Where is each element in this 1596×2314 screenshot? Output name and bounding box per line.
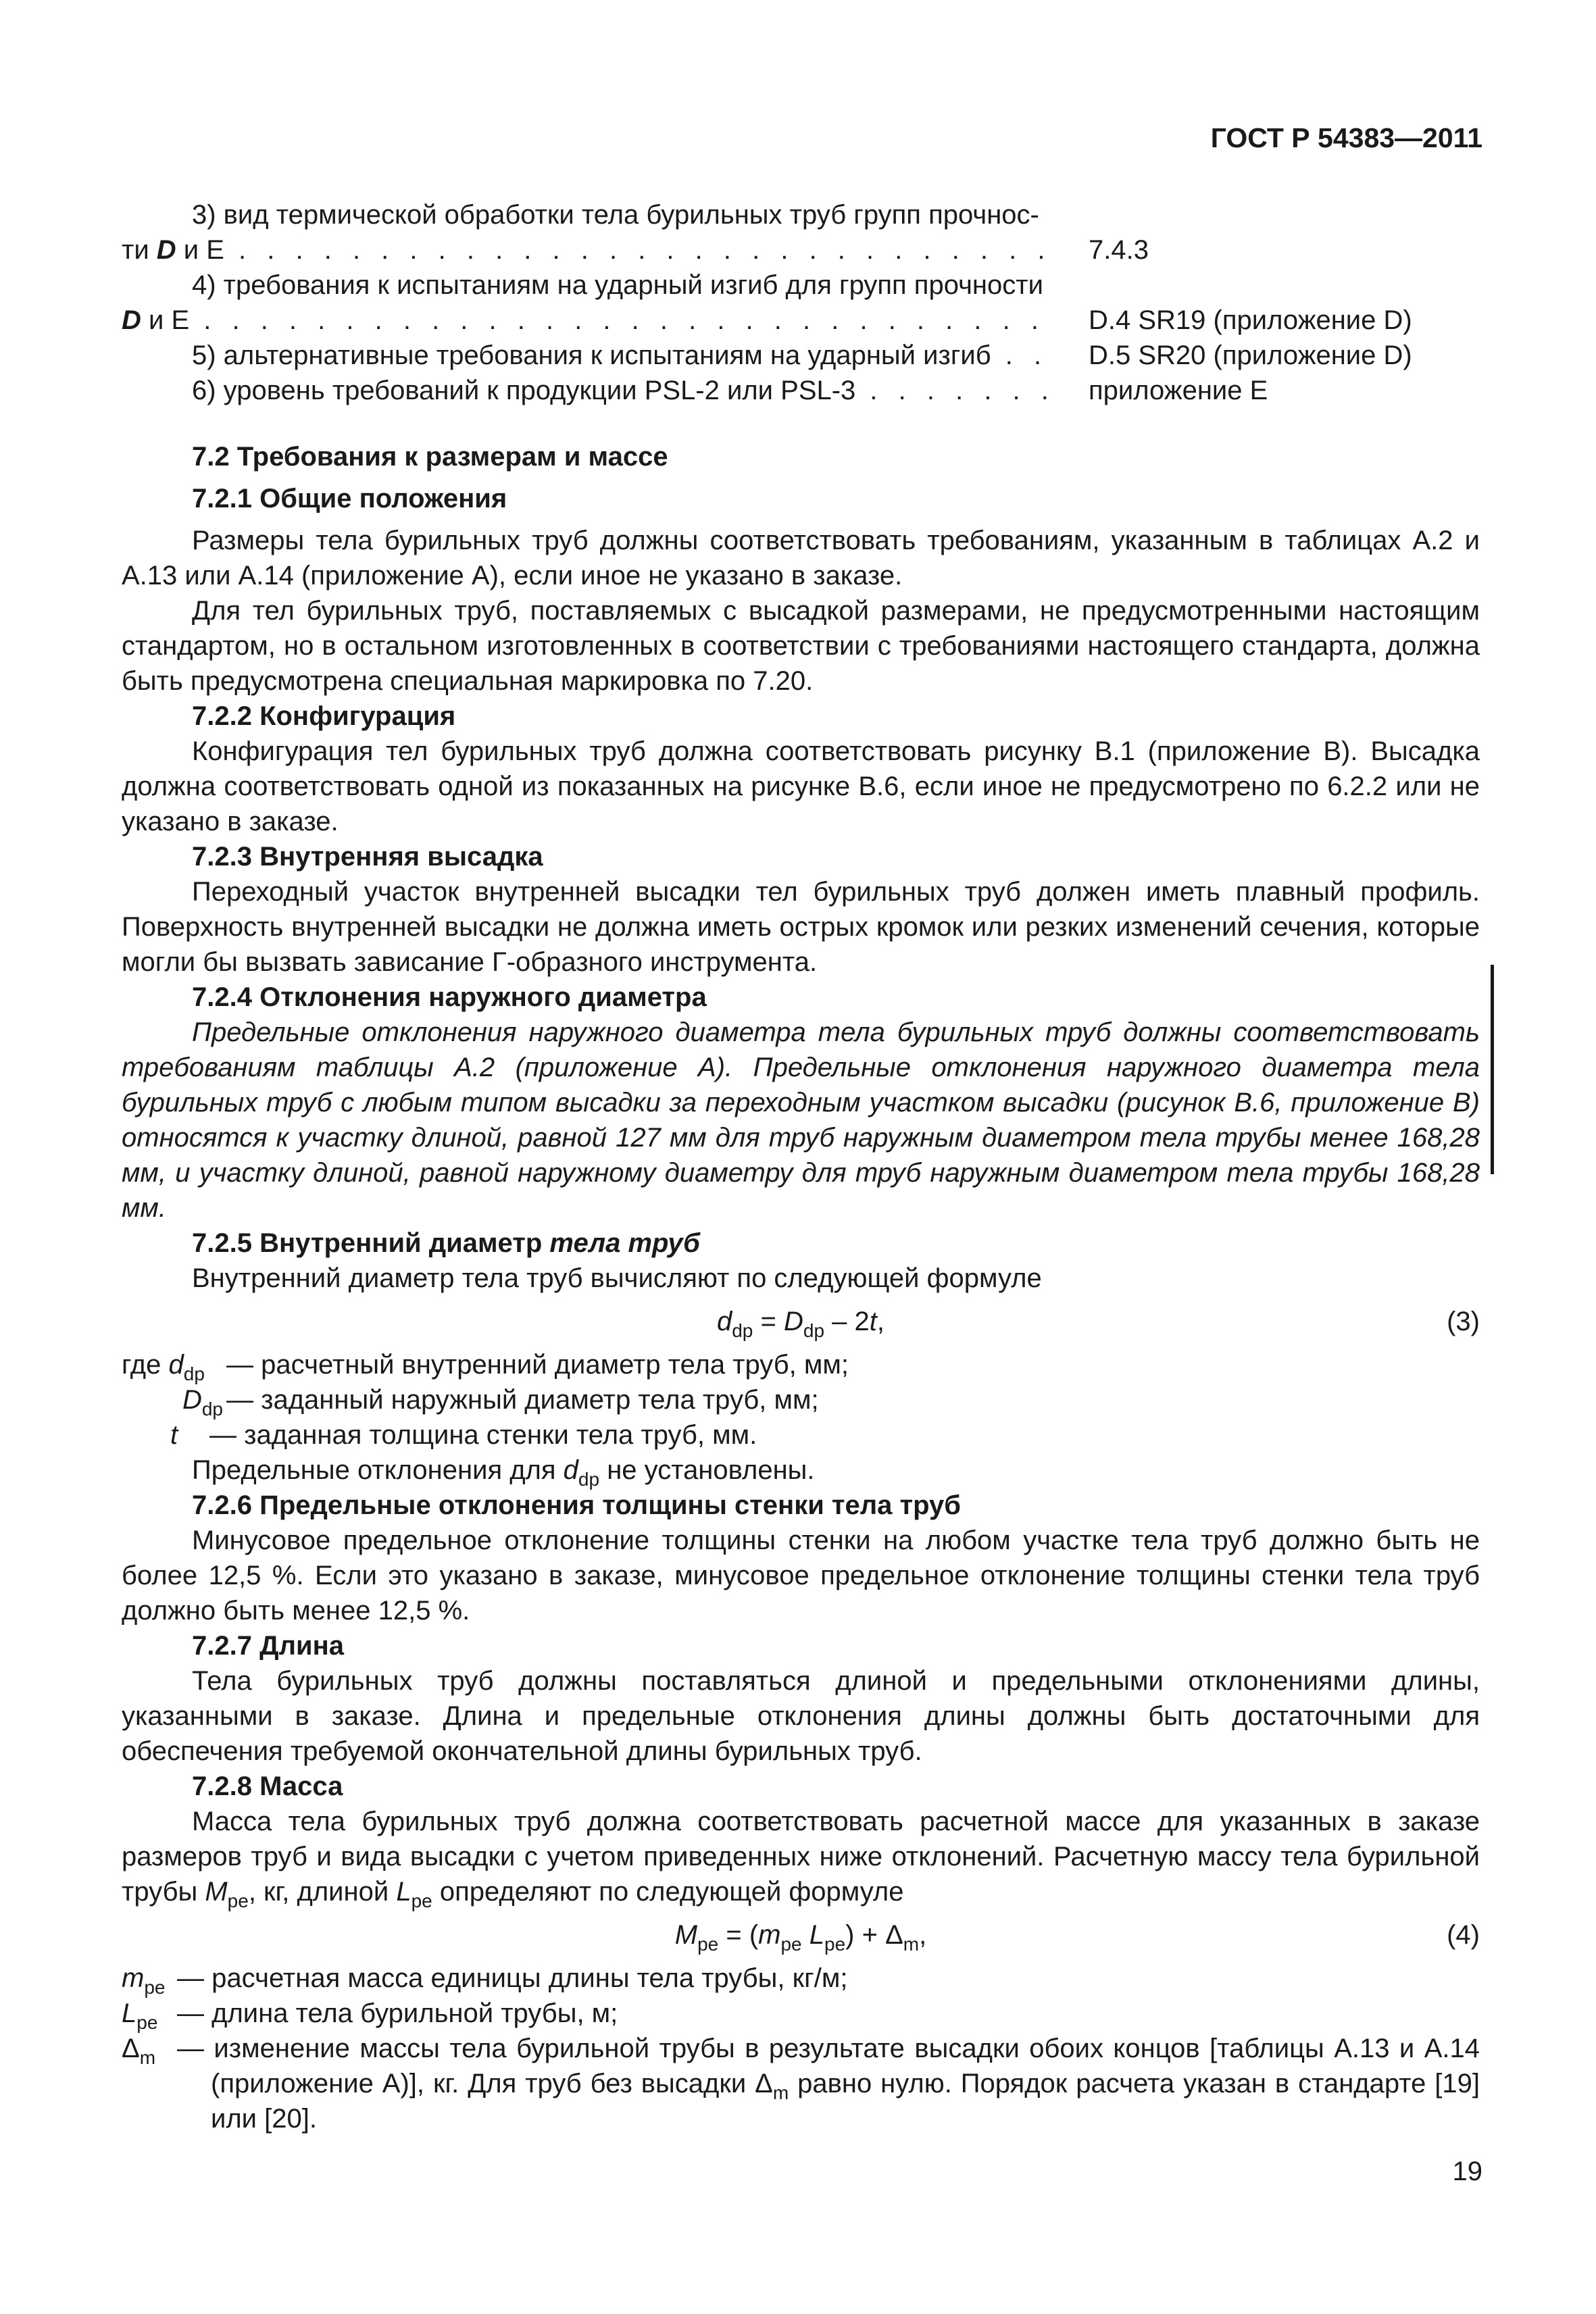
section-heading-7-2-7: 7.2.7 Длина — [192, 1631, 344, 1661]
document-header: ГОСТ Р 54383—2011 — [1210, 122, 1482, 153]
paragraph: Внутренний диаметр тела труб вычисляют по следующей формуле — [192, 1263, 1042, 1293]
list-item: 6) уровень требований к продукции PSL-2 или PSL-3 . . . приложение E — [122, 373, 1480, 408]
formula-3: $d_{dp} = D_{dp} - 2t$, (3) — [122, 1296, 1480, 1347]
where-item: $\Delta_m$ — изменение массы тела бурильной трубы в результате высадки обоих концов [таблицы А.13 и А.14 (приложение А)], кг. Для труб без высадки $\Delta_m$ равно нулю. Порядок расчета указан в стандарте [19] или [20]. — [122, 2034, 1480, 2134]
list-reference: D.4 SR19 (приложение D) — [1089, 305, 1412, 335]
section-heading-7-2-1: 7.2.1 Общие положения — [192, 484, 507, 513]
list-item: 5) альтернативные требования к испытаниям на ударный изгиб . . . D.5 SR20 (приложение D) — [122, 338, 1480, 373]
list-reference: 7.4.3 — [1089, 235, 1149, 265]
list-item: 4) требования к испытаниям на ударный изгиб для групп прочности — [192, 270, 1043, 300]
paragraph: Предельные отклонения для $d_{dp}$ не установлены. — [192, 1455, 815, 1490]
paragraph-italic: Предельные отклонения наружного диаметра тела бурильных труб должны соответствовать требованиям таблицы А.2 (приложение А). Предельные отклонения наружного диаметра тела бурильных труб с любым типом высадки за переходным участком высадки (рисунок В.6, приложение В) относятся к участку длиной, равной 127 мм для труб наружным диаметром тела трубы менее 168,28 мм, и участку длиной, равной наружному диаметру для труб наружным диаметром тела трубы 168,28 мм. — [122, 1017, 1480, 1223]
section-heading-7-2-4: 7.2.4 Отклонения наружного диаметра — [192, 982, 707, 1012]
section-heading-7-2: 7.2 Требования к размерам и массе — [192, 442, 668, 472]
document-body — [122, 439, 1480, 2136]
paragraph: Тела бурильных труб должны поставляться длиной и предельными отклонениями длины, указанными в заказе. Длина и предельные отклонения длины должны быть достаточными для обеспечения требуемой окончательной длины бурильных труб. — [122, 1666, 1480, 1766]
section-heading-7-2-2: 7.2.2 Конфигурация — [192, 701, 456, 731]
section-heading-7-2-5: 7.2.5 Внутренний диаметр тела труб — [192, 1228, 700, 1258]
requirements-list — [122, 197, 1480, 408]
formula-number: (3) — [1447, 1307, 1480, 1336]
list-reference: D.5 SR20 (приложение D) — [1089, 341, 1412, 370]
list-item: D и E . . . D.4 SR19 (приложение D) — [122, 303, 1480, 338]
where-item: $D_{dp}$ — заданный наружный диаметр тела труб, мм; — [182, 1385, 819, 1419]
section-heading-7-2-8: 7.2.8 Масса — [192, 1771, 343, 1801]
paragraph: Переходный участок внутренней высадки тел бурильных труб должен иметь плавный профиль. Поверхность внутренней высадки не должна иметь острых кромок или резких изменений сечения, которые могли бы вызвать зависание Г-образного инструмента. — [122, 877, 1480, 977]
list-item: 3) вид термической обработки тела бурильных труб групп прочнос- — [192, 200, 1039, 230]
where-item: $L_{pe}$ — длина тела бурильной трубы, м; — [122, 1998, 618, 2033]
where-item: $m_{pe}$ — расчетная масса единицы длины тела трубы, кг/м; — [122, 1963, 848, 1998]
section-heading-7-2-6: 7.2.6 Предельные отклонения толщины стенки тела труб — [192, 1490, 961, 1520]
paragraph: Для тел бурильных труб, поставляемых с высадкой размерами, не предусмотренными настоящим стандартом, но в остальном изготовленных в соответствии с требованиями настоящего стандарта, должна быть предусмотрена специальная маркировка по 7.20. — [122, 596, 1480, 696]
formula-number: (4) — [1447, 1920, 1480, 1950]
formula-4: $M_{pe} = (m_{pe}$ $L_{pe}) + \Delta_m$, (4) — [122, 1909, 1480, 1961]
paragraph: Размеры тела бурильных труб должны соответствовать требованиям, указанным в таблицах А.2 и А.13 или А.14 (приложение А), если иное не указано в заказе. — [122, 526, 1480, 590]
list-item: ти D и E . . . 7.4.3 — [122, 232, 1480, 268]
page-number: 19 — [1452, 2157, 1482, 2186]
where-item: t — заданная толщина стенки тела труб, мм. — [170, 1420, 757, 1450]
change-bar — [1491, 965, 1494, 1174]
paragraph: Конфигурация тел бурильных труб должна соответствовать рисунку В.1 (приложение В). Высадка должна соответствовать одной из показанных на рисунке В.6, если иное не предусмотрено по 6.2.2 или не указано в заказе. — [122, 736, 1480, 836]
where-item: где $d_{dp}$ — расчетный внутренний диаметр тела труб, мм; — [122, 1350, 849, 1384]
paragraph: Минусовое предельное отклонение толщины стенки на любом участке тела труб должно быть не более 12,5 %. Если это указано в заказе, минусовое предельное отклонение толщины стенки тела труб должно быть менее 12,5 %. — [122, 1526, 1480, 1626]
section-heading-7-2-3: 7.2.3 Внутренняя высадка — [192, 842, 543, 872]
list-reference: приложение E — [1089, 376, 1268, 405]
paragraph: Масса тела бурильных труб должна соответствовать расчетной массе для указанных в заказе размеров труб и вида высадки с учетом приведенных ниже отклонений. Расчетную массу тела бурильной трубы $M_{pe}$, кг, длиной $L_{pe}$ определяют по следующей формуле — [122, 1807, 1480, 1911]
